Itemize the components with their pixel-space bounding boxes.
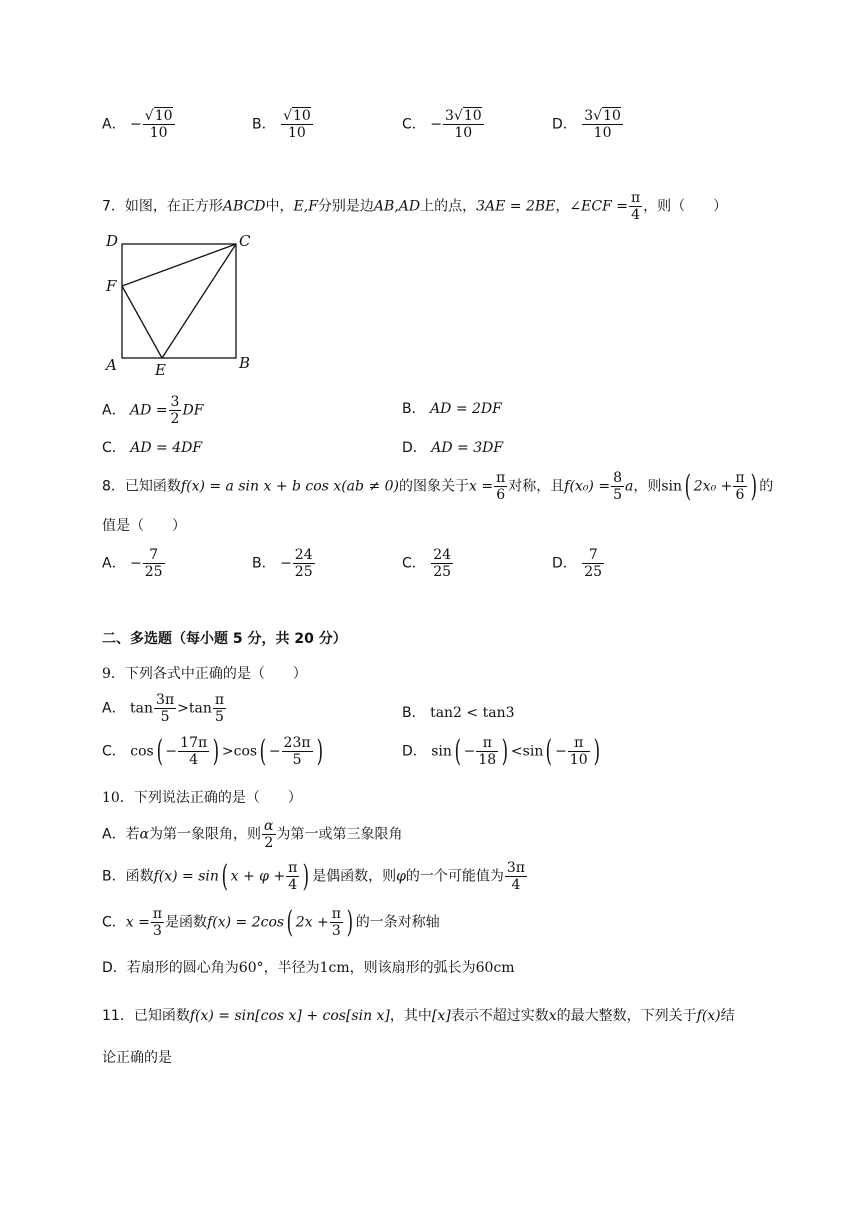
q6-option-a[interactable]: A． − $\frac{√10}{10}$	[102, 108, 173, 142]
fraction: $\frac{3√10}{10}$	[584, 108, 621, 142]
q8-option-a[interactable]: A． − $\frac{7}{25}$	[102, 547, 163, 581]
q11-stem-line2: 论正确的是	[102, 1050, 172, 1066]
fraction: $\frac{3√10}{10}$	[444, 108, 482, 142]
q7-option-c[interactable]: C． AD = 4DF	[102, 440, 203, 456]
fraction: $\frac{√10}{10}$	[144, 108, 173, 142]
label-c: C	[239, 232, 251, 250]
q7-stem: 7．如图，在正方形ABCD中，E,F分别是边AB,AD上的点，3AE = 2BE，∠ECF = $\frac{\pi}{4}$ ，则（ ）	[102, 190, 728, 224]
label-a: A	[106, 356, 117, 374]
q9-option-d[interactable]: D． sin( − $\frac{\pi}{18}$ ) <sin( − $\frac{\pi}{10}$ )	[402, 733, 600, 769]
q8-stem-line2: 值是（ ）	[102, 518, 186, 534]
label-b: B	[239, 354, 251, 372]
q9-option-b[interactable]: B． tan2 < tan3	[402, 705, 515, 721]
q6-option-c[interactable]: C． − $\frac{3√10}{10}$	[402, 108, 482, 142]
q10-option-d[interactable]: D．若扇形的圆心角为60°，半径为1cm，则该扇形的弧长为60cm	[102, 960, 515, 976]
q6-option-d[interactable]: D． $\frac{3√10}{10}$	[552, 108, 621, 142]
label-f: F	[106, 277, 117, 295]
q10-option-b[interactable]: B．函数f(x) = sin( x + φ + $\frac{\pi}{4}$ ) 是偶函数，则φ的一个可能值为 $\frac{3\pi}{4}$	[102, 858, 525, 894]
q10-option-a[interactable]: A．若α为第一象限角，则 $\frac{\alpha}{2}$ 为第一或第三象限角	[102, 818, 403, 852]
q10-option-c[interactable]: C．x = $\frac{\pi}{3}$ 是函数f(x) = 2cos( 2x + $\frac{\pi}{3}$ ) 的一条对称轴	[102, 904, 440, 940]
label-e: E	[155, 361, 166, 378]
q8-stem: 8．已知函数f(x) = a sin x + b cos x(ab ≠ 0)的图象关于x = $\frac{\pi}{6}$ 对称，且f(x₀) = $\frac{8}{5}$ a，则sin( 2x₀ + $\frac{\pi}{6}$ ) 的	[102, 468, 774, 504]
section-heading: 二、多选题（每小题 5 分，共 20 分）	[102, 631, 347, 647]
q7-option-d[interactable]: D． AD = 3DF	[402, 440, 504, 456]
q8-option-c[interactable]: C． $\frac{24}{25}$	[402, 547, 452, 581]
label-d: D	[106, 232, 119, 250]
q8-option-d[interactable]: D． $\frac{7}{25}$	[552, 547, 603, 581]
fraction: $\frac{√10}{10}$	[283, 108, 311, 142]
q8-option-b[interactable]: B． − $\frac{24}{25}$	[252, 547, 313, 581]
q11-stem: 11．已知函数f(x) = sin[cos x] + cos[sin x]，其中[x]表示不超过实数x的最大整数，下列关于f(x)结	[102, 1008, 735, 1024]
q10-stem: 10．下列说法正确的是（ ）	[102, 790, 302, 806]
square-figure	[100, 228, 260, 378]
q7-option-a[interactable]: A． AD = $\frac{3}{2}$ DF	[102, 394, 204, 428]
q9-option-a[interactable]: A． tan $\frac{3\pi}{5}$ >tan $\frac{\pi}{5}$	[102, 692, 225, 726]
q9-stem: 9．下列各式中正确的是（ ）	[102, 666, 307, 682]
q7-option-b[interactable]: B． AD = 2DF	[402, 401, 502, 417]
q6-option-b[interactable]: B． $\frac{√10}{10}$	[252, 108, 311, 142]
q9-option-c[interactable]: C． cos( − $\frac{17\pi}{4}$ ) >cos( − $\frac{23\pi}{5}$ )	[102, 733, 323, 769]
